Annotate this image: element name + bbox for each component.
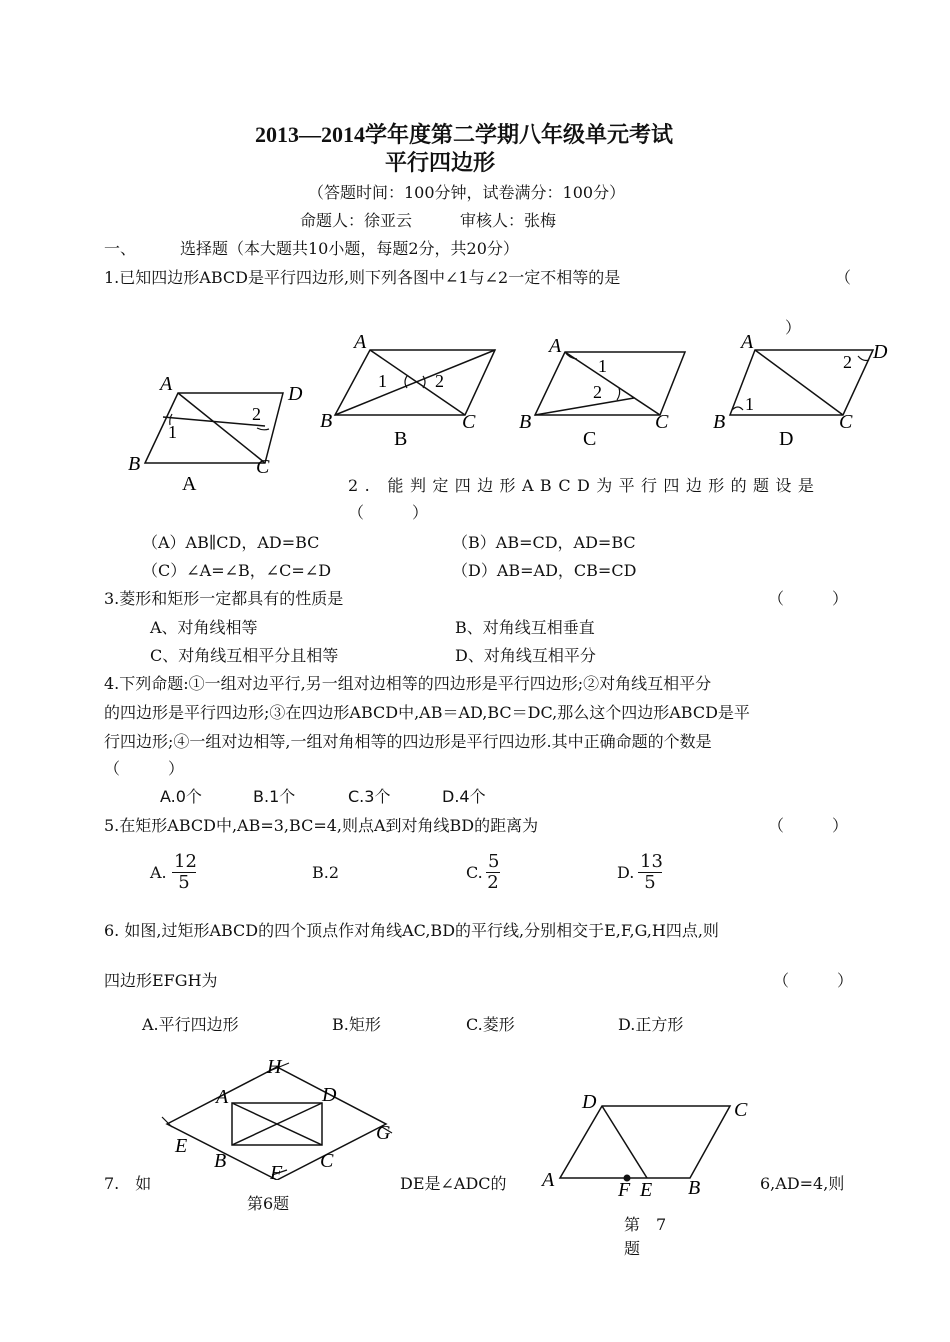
q6-option-d: D.正方形 <box>618 1015 684 1034</box>
q4-line2: 的四边形是平行四边形;③在四边形ABCD中,AB＝AD,BC＝DC,那么这个四边形ABCD是平 <box>104 703 750 722</box>
q2-option-d: （D）AB=AD，CB=CD <box>452 561 637 580</box>
angle-2: 2 <box>593 382 602 402</box>
q6-figure <box>160 1055 400 1180</box>
label-c: C <box>839 411 853 433</box>
q1-figure-b <box>310 330 510 455</box>
label-b: B <box>688 1177 701 1199</box>
q6-line2: 四边形EFGH为 <box>104 971 218 990</box>
exam-title: 2013—2014学年度第二学期八年级单元考试 <box>255 122 674 147</box>
q5-option-d-label: D. <box>617 863 635 882</box>
label-d: D <box>322 1084 337 1106</box>
angle-1: 1 <box>598 356 607 376</box>
label-a: A <box>549 335 562 357</box>
denominator: 5 <box>178 872 190 893</box>
q5-paren: （ ） <box>768 816 849 835</box>
label-a: A <box>216 1086 229 1108</box>
label-h: H <box>267 1056 282 1078</box>
angle-2: 2 <box>435 371 444 391</box>
angle-1: 1 <box>745 394 754 414</box>
label-a: A <box>741 331 754 353</box>
q2-paren: （ ） <box>348 503 429 522</box>
q6-option-b: B.矩形 <box>332 1015 381 1034</box>
q4-line1: 4.下列命题:①一组对边平行,另一组对边相等的四边形是平行四边形;②对角线互相平分 <box>104 674 712 693</box>
label-a: A <box>354 331 367 353</box>
q7-text-middle: DE是∠ADC的 <box>400 1174 507 1193</box>
label-d: D <box>288 383 303 405</box>
denominator: 2 <box>487 872 499 893</box>
label-b: B <box>519 411 532 433</box>
q4-option-a: A.0个 <box>160 787 202 806</box>
label-c: C <box>734 1099 748 1121</box>
q7-figure-caption-2: 题 <box>624 1239 641 1258</box>
q4-paren: （ ） <box>104 759 185 778</box>
label-f: F <box>270 1162 283 1180</box>
q1-paren-close: ） <box>785 318 802 337</box>
label-e: E <box>640 1179 653 1201</box>
angle-1: 1 <box>168 422 177 442</box>
q1-paren-open: （ <box>835 268 852 287</box>
exam-info: （答题时间：100分钟，试卷满分：100分） <box>308 183 626 202</box>
q7-figure <box>540 1088 780 1213</box>
numerator: 5 <box>488 851 500 872</box>
q6-option-c: C.菱形 <box>466 1015 515 1034</box>
q4-option-d: D.4个 <box>442 787 486 806</box>
section-number: 一、 <box>104 239 137 258</box>
label-b: B <box>713 411 726 433</box>
section-heading: 选择题（本大题共10小题，每题2分，共20分） <box>180 239 519 258</box>
label-e: E <box>175 1135 188 1157</box>
q2-option-c: （C）∠A=∠B，∠C=∠D <box>142 561 332 580</box>
label-c: C <box>462 411 476 433</box>
q2-option-a: （A）AB∥CD，AD=BC <box>142 533 320 552</box>
caption-b: B <box>394 428 408 450</box>
q1-figure-d <box>705 330 905 455</box>
numerator: 13 <box>640 851 663 872</box>
q5-option-c-fraction <box>486 852 500 893</box>
label-f: F <box>618 1179 631 1201</box>
q6-paren: （ ） <box>773 971 854 990</box>
label-b: B <box>214 1150 227 1172</box>
q6-figure-caption: 第6题 <box>247 1194 290 1213</box>
q3-option-d: D、对角线互相平分 <box>455 646 596 665</box>
q3-option-c: C、对角线互相平分且相等 <box>150 646 339 665</box>
label-d: D <box>873 341 888 363</box>
q5-stem: 5.在矩形ABCD中,AB=3,BC=4,则点A到对角线BD的距离为 <box>104 816 539 835</box>
q7-figure-caption-1: 第 7 <box>624 1215 667 1234</box>
q5-option-c-label: C. <box>466 863 483 882</box>
numerator: 12 <box>174 851 197 872</box>
exam-subtitle: 平行四边形 <box>385 150 496 175</box>
q5-option-b: B.2 <box>312 863 340 882</box>
label-c: C <box>655 411 669 433</box>
q1-figure-a <box>120 370 320 495</box>
q1-stem: 1.已知四边形ABCD是平行四边形,则下列各图中∠1与∠2一定不相等的是 <box>104 268 621 287</box>
q2-stem: 2. 能判定四边形ABCD为平行四边形的题设是 <box>348 476 821 495</box>
q6-line1: 6. 如图,过矩形ABCD的四个顶点作对角线AC,BD的平行线,分别相交于E,F,G,H四点,则 <box>104 921 719 940</box>
angle-2: 2 <box>252 404 261 424</box>
label-a: A <box>542 1169 555 1191</box>
q4-line3: 行四边形;④一组对边相等,一组对角相等的四边形是平行四边形.其中正确命题的个数是 <box>104 732 712 751</box>
q3-stem: 3.菱形和矩形一定都具有的性质是 <box>104 589 344 608</box>
denominator: 5 <box>644 872 656 893</box>
q3-option-b: B、对角线互相垂直 <box>455 618 595 637</box>
caption-c: C <box>583 428 597 450</box>
exam-authors: 命题人：徐亚云 审核人：张梅 <box>300 211 557 230</box>
q7-text-right: 6,AD=4,则 <box>760 1174 845 1193</box>
q3-option-a: A、对角线相等 <box>150 618 258 637</box>
q4-option-b: B.1个 <box>253 787 296 806</box>
label-c: C <box>256 456 270 478</box>
caption-d: D <box>779 428 794 450</box>
label-b: B <box>320 410 333 432</box>
label-b: B <box>128 453 141 475</box>
caption-a: A <box>182 473 197 495</box>
q7-text-left: 7. 如 <box>104 1174 152 1193</box>
label-a: A <box>160 373 173 395</box>
q5-option-a-fraction <box>172 852 196 893</box>
q5-option-d-fraction <box>638 852 662 893</box>
q4-option-c: C.3个 <box>348 787 391 806</box>
q5-option-a-label: A. <box>150 863 167 882</box>
label-c: C <box>320 1150 334 1172</box>
angle-1: 1 <box>378 371 387 391</box>
label-d: D <box>582 1091 597 1113</box>
q1-figure-c <box>505 330 705 455</box>
q2-option-b: （B）AB=CD，AD=BC <box>452 533 636 552</box>
q3-paren: （ ） <box>768 589 849 608</box>
label-g: G <box>376 1122 391 1144</box>
angle-2: 2 <box>843 352 852 372</box>
q6-option-a: A.平行四边形 <box>142 1015 239 1034</box>
